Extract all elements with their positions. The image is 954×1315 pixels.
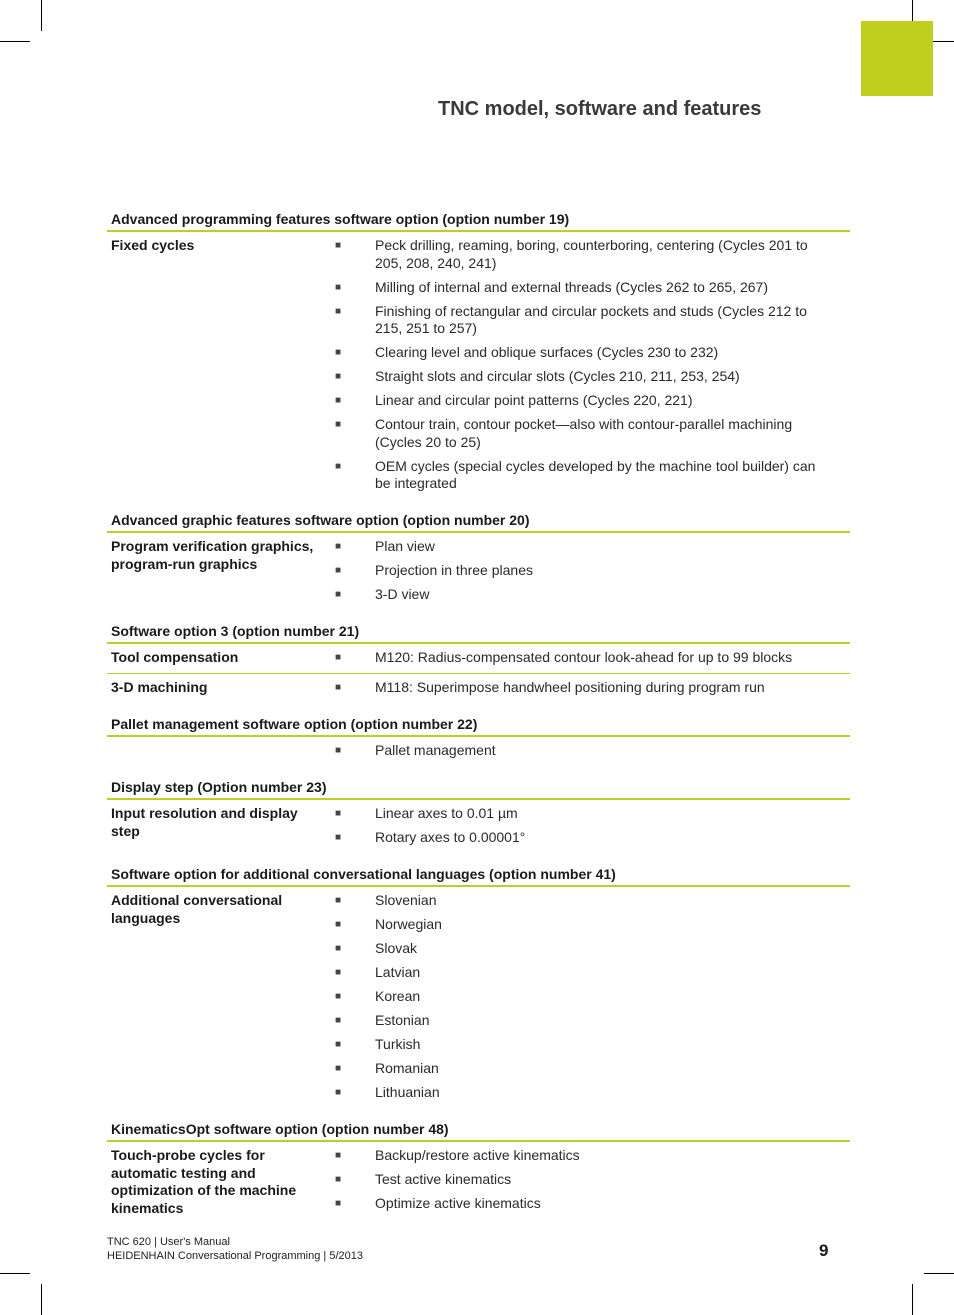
square-bullet-icon: ■ — [335, 281, 342, 293]
square-bullet-icon: ■ — [335, 1198, 342, 1209]
feature-list — [332, 892, 850, 1108]
list-item — [332, 829, 850, 847]
list-item-text: Latvian — [375, 964, 421, 980]
feature-row — [107, 533, 850, 610]
feature-row — [107, 644, 850, 674]
feature-list — [332, 538, 850, 610]
list-item — [332, 916, 850, 934]
list-item-text: Estonian — [375, 1012, 430, 1028]
list-item-text: OEM cycles (special cycles developed by the machine tool builder) can be integrated — [375, 457, 816, 491]
section-title: KinematicsOpt software option (option number 48) — [107, 1120, 850, 1142]
feature-label: Touch-probe cycles for automatic testing and optimization of the machine kinematics — [111, 1147, 297, 1216]
square-bullet-icon: ■ — [335, 1063, 342, 1074]
square-bullet-icon: ■ — [335, 305, 342, 317]
square-bullet-icon: ■ — [335, 460, 342, 472]
feature-label: Fixed cycles — [111, 237, 195, 253]
section-title: Advanced graphic features software option (option number 20) — [107, 511, 850, 533]
list-item-text: Peck drilling, reaming, boring, counterboring, centering (Cycles 201 to 205, 208, 240, 241) — [375, 237, 808, 271]
square-bullet-icon: ■ — [335, 565, 342, 576]
list-item — [332, 988, 850, 1006]
list-item-text: Korean — [375, 988, 421, 1004]
list-item-text: Slovenian — [375, 892, 437, 908]
list-item — [332, 964, 850, 982]
feature-label: Input resolution and display step — [111, 805, 298, 839]
list-item-text: Milling of internal and external threads (Cycles 262 to 265, 267) — [375, 278, 768, 295]
square-bullet-icon: ■ — [335, 1039, 342, 1050]
feature-label: Tool compensation — [111, 649, 239, 665]
list-item-text: Projection in three planes — [375, 562, 533, 578]
list-item — [332, 679, 850, 697]
square-bullet-icon: ■ — [335, 1150, 342, 1161]
list-item-text: M120: Radius-compensated contour look-ahead for up to 99 blocks — [375, 649, 793, 665]
feature-label — [107, 742, 332, 766]
list-item-text: Plan view — [375, 538, 435, 554]
list-item-text: Lithuanian — [375, 1084, 440, 1100]
feature-label: 3-D machining — [111, 679, 208, 695]
list-item-text: 3-D view — [375, 586, 430, 602]
square-bullet-icon: ■ — [335, 1087, 342, 1098]
section-title: Software option 3 (option number 21) — [107, 622, 850, 644]
list-item-text: Romanian — [375, 1060, 439, 1076]
list-item-text: Backup/restore active kinematics — [375, 1147, 580, 1163]
section-title: Pallet management software option (option number 22) — [107, 715, 850, 737]
feature-section — [107, 210, 850, 499]
feature-row — [107, 674, 850, 703]
square-bullet-icon: ■ — [335, 808, 342, 819]
feature-section — [107, 511, 850, 610]
feature-label: Additional conversational languages — [111, 892, 283, 926]
page-title: TNC model, software and features — [438, 98, 762, 120]
crop-mark — [41, 1284, 42, 1315]
list-item — [332, 742, 850, 760]
feature-row — [107, 737, 850, 766]
list-item — [332, 392, 850, 410]
list-item — [332, 538, 850, 556]
feature-list — [332, 805, 850, 853]
page-number: 9 — [819, 1241, 829, 1260]
feature-section — [107, 622, 850, 703]
list-item — [332, 1171, 850, 1189]
list-item — [332, 344, 850, 362]
list-item-text: Norwegian — [375, 916, 442, 932]
square-bullet-icon: ■ — [335, 395, 342, 406]
square-bullet-icon: ■ — [335, 895, 342, 906]
footer — [107, 1235, 363, 1263]
list-item-text: Contour train, contour pocket—also with contour-parallel machining (Cycles 20 to 25) — [375, 416, 793, 450]
feature-row — [107, 800, 850, 853]
feature-label: Program verification graphics, program-run graphics — [111, 538, 314, 572]
feature-row — [107, 1142, 850, 1219]
feature-sections — [107, 210, 850, 1231]
list-item-text: Finishing of rectangular and circular pockets and studs (Cycles 212 to 215, 251 to 257) — [375, 302, 807, 336]
list-item — [332, 805, 850, 823]
list-item-text: Straight slots and circular slots (Cycles 210, 211, 253, 254) — [375, 368, 740, 384]
list-item — [332, 237, 850, 272]
list-item — [332, 416, 850, 451]
list-item-text: Clearing level and oblique surfaces (Cycles 230 to 232) — [375, 344, 719, 360]
chapter-tab — [861, 21, 933, 96]
list-item — [332, 1060, 850, 1078]
list-item — [332, 1012, 850, 1030]
square-bullet-icon: ■ — [335, 832, 342, 843]
square-bullet-icon: ■ — [335, 745, 342, 756]
square-bullet-icon: ■ — [335, 943, 342, 954]
square-bullet-icon: ■ — [335, 652, 342, 663]
feature-row — [107, 887, 850, 1108]
feature-list — [332, 742, 850, 766]
list-item — [332, 368, 850, 386]
list-item-text: M118: Superimpose handwheel positioning during program run — [375, 679, 765, 695]
square-bullet-icon: ■ — [335, 371, 342, 382]
list-item-text: Turkish — [375, 1036, 421, 1052]
list-item-text: Test active kinematics — [375, 1171, 512, 1187]
crop-mark — [924, 1273, 954, 1274]
list-item — [332, 458, 850, 493]
footer-manual-title: TNC 620 | User's Manual — [107, 1236, 230, 1248]
feature-section — [107, 865, 850, 1108]
list-item-text: Linear axes to 0.01 µm — [375, 805, 518, 821]
crop-mark — [912, 1284, 913, 1315]
list-item-text: Linear and circular point patterns (Cycles 220, 221) — [375, 392, 693, 408]
square-bullet-icon: ■ — [335, 991, 342, 1002]
square-bullet-icon: ■ — [335, 967, 342, 978]
feature-section — [107, 715, 850, 766]
list-item — [332, 303, 850, 338]
list-item — [332, 1084, 850, 1102]
square-bullet-icon: ■ — [335, 919, 342, 930]
crop-mark — [41, 0, 42, 31]
section-title: Display step (Option number 23) — [107, 778, 850, 800]
square-bullet-icon: ■ — [335, 541, 342, 552]
list-item — [332, 1036, 850, 1054]
square-bullet-icon: ■ — [335, 240, 342, 251]
square-bullet-icon: ■ — [335, 682, 342, 693]
feature-list — [332, 1147, 850, 1219]
crop-mark — [0, 41, 30, 42]
list-item — [332, 940, 850, 958]
feature-section — [107, 778, 850, 853]
list-item — [332, 1195, 850, 1213]
list-item — [332, 892, 850, 910]
feature-list — [332, 649, 850, 673]
feature-list — [332, 679, 850, 703]
crop-mark — [0, 1273, 30, 1274]
list-item — [332, 649, 850, 667]
section-title: Advanced programming features software option (option number 19) — [107, 210, 850, 232]
feature-list — [332, 237, 850, 499]
list-item — [332, 562, 850, 580]
list-item-text: Pallet management — [375, 742, 496, 758]
section-title: Software option for additional conversational languages (option number 41) — [107, 865, 850, 887]
list-item-text: Rotary axes to 0.00001° — [375, 829, 526, 845]
feature-row — [107, 232, 850, 499]
square-bullet-icon: ■ — [335, 589, 342, 600]
list-item-text: Slovak — [375, 940, 418, 956]
list-item — [332, 279, 850, 297]
list-item — [332, 586, 850, 604]
list-item — [332, 1147, 850, 1165]
square-bullet-icon: ■ — [335, 347, 342, 358]
square-bullet-icon: ■ — [335, 1015, 342, 1026]
list-item-text: Optimize active kinematics — [375, 1195, 541, 1211]
feature-section — [107, 1120, 850, 1219]
footer-manual-subtitle: HEIDENHAIN Conversational Programming | 5/2013 — [107, 1250, 363, 1262]
square-bullet-icon: ■ — [335, 1174, 342, 1185]
square-bullet-icon: ■ — [335, 419, 342, 430]
